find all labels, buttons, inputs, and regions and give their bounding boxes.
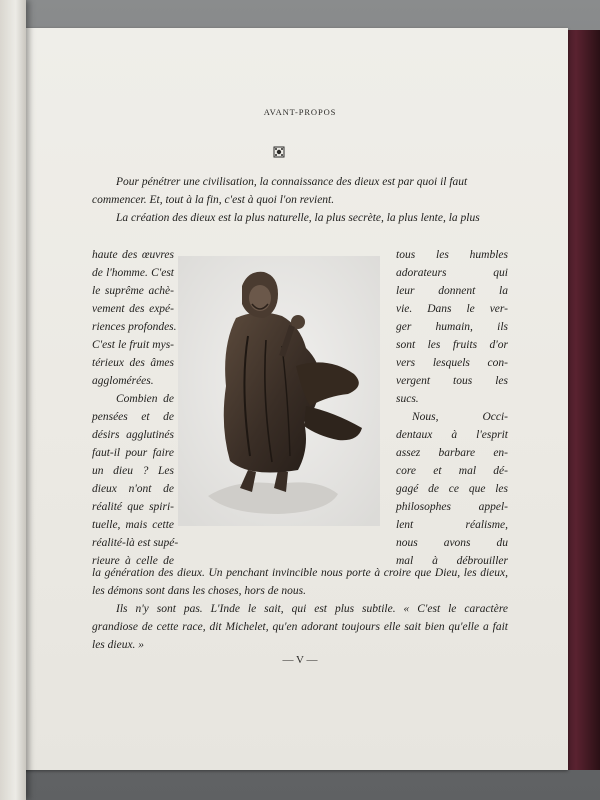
left-column-line: réalité-là est supé- <box>92 537 179 549</box>
right-column-line: core et mal dé- <box>396 465 508 477</box>
left-column-line: faut-il pour faire <box>92 447 174 459</box>
left-column-line: pensées et de <box>92 411 174 423</box>
right-column-line: vie. Dans le ver- <box>396 303 508 315</box>
left-column-line: tuelle, mais cette <box>92 519 174 531</box>
right-column-line: nous avons du <box>396 537 508 549</box>
right-column-line: sont les fruits d'or <box>396 339 508 351</box>
right-column-line: tous les humbles <box>396 249 508 261</box>
right-column-line: assez barbare en- <box>396 447 508 459</box>
right-column-line: vers lesquels con- <box>396 357 508 369</box>
statue-photograph <box>178 256 380 526</box>
right-column-line: ger humain, ils <box>396 321 508 333</box>
left-column-line: vement des expé- <box>92 303 174 315</box>
page-number: — V — <box>282 654 318 666</box>
paragraph-line: grandiose de cette race, dit Michelet, qu'en adorant toujours elle sait bien qu'elle a fait <box>92 621 508 633</box>
left-column-line: riences profondes. <box>92 321 177 333</box>
right-column-line: lent réalisme, <box>396 519 508 531</box>
left-column-line: un dieu ? Les <box>92 465 174 477</box>
right-column-line: adorateurs qui <box>396 267 508 279</box>
paragraph-line: Pour pénétrer une civilisation, la connaissance des dieux est par quoi il faut <box>116 176 468 188</box>
paragraph-line: les démons sont dans les choses, hors de nous. <box>92 585 307 597</box>
right-column-line: dentaux à l'esprit <box>396 429 508 441</box>
left-column-line: C'est le fruit mys- <box>92 339 174 351</box>
right-column-line: vergent tous les <box>396 375 508 387</box>
left-column-line: le suprême achè- <box>92 285 174 297</box>
right-column-line: mal à débrouiller <box>396 555 508 567</box>
left-column-line: térieux des âmes <box>92 357 174 369</box>
paragraph-line: la génération des dieux. Un penchant invincible nous porte à croire que Dieu, les dieux, <box>92 567 508 579</box>
left-column-line: dieux n'ont de <box>92 483 174 495</box>
paragraph-line: La création des dieux est la plus naturelle, la plus secrète, la plus lente, la plus <box>116 212 480 224</box>
right-column-line: Nous, Occi- <box>412 411 508 423</box>
left-column-line: désirs agglutinés <box>92 429 174 441</box>
left-column-line: haute des œuvres <box>92 249 174 261</box>
right-column-line: sucs. <box>396 393 419 405</box>
fleuron-ornament-icon <box>273 146 285 158</box>
paragraph-line: Ils n'y sont pas. L'Inde le sait, qui est plus subtile. « C'est le caractère <box>116 603 508 615</box>
left-column-line: réalité que spiri- <box>92 501 174 513</box>
previous-page-edge <box>0 0 26 800</box>
left-column-line: de l'homme. C'est <box>92 267 174 279</box>
left-column-line: rieure à celle de <box>92 555 174 567</box>
statue-figure-icon <box>178 256 380 526</box>
left-column-line: agglomérées. <box>92 375 154 387</box>
left-column-line: Combien de <box>116 393 174 405</box>
paragraph-line: commencer. Et, tout à la fin, c'est à quoi l'on revient. <box>92 194 335 206</box>
right-column-line: philosophes appel- <box>396 501 508 513</box>
right-column-line: gagé de ce que les <box>396 483 508 495</box>
right-column-line: leur donnent la <box>396 285 508 297</box>
paragraph-line: les dieux. » <box>92 639 145 651</box>
running-head: AVANT-PROPOS <box>263 107 337 117</box>
